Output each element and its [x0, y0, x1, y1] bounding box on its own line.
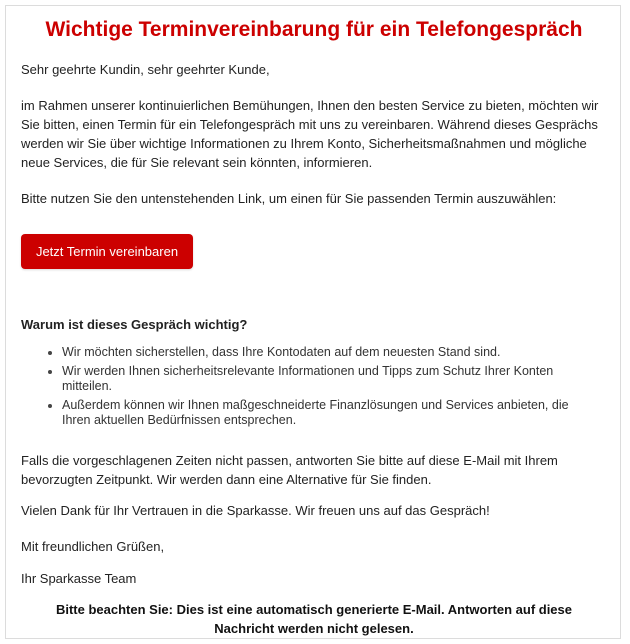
signature-text: Ihr Sparkasse Team	[21, 571, 137, 586]
reason-text: Außerdem können wir Ihnen maßgeschneiderte Finanzlösungen und Services anbieten, die Ihren aktuellen Bedürfnissen entsprechen.	[62, 398, 569, 427]
intro-paragraph: im Rahmen unserer kontinuierlichen Bemühungen, Ihnen den besten Service zu bieten, möchten wir Sie bitten, einen Termin für ein Telefongespräch mit uns zu vereinbaren. Während dieses Gesprächs werden wir Sie über wichtige Informationen zu Ihrem Konto, Sicherheitsmaßnahmen und mögliche neue Services, die für Sie relevant sein könnten, informieren.	[21, 98, 599, 170]
reason-text: Wir werden Ihnen sicherheitsrelevante Informationen und Tipps zum Schutz Ihrer Konten mitteilen.	[62, 364, 554, 393]
bullet-icon	[48, 370, 52, 374]
auto-generated-notice: Bitte beachten Sie: Dies ist eine automatisch generierte E-Mail. Antworten auf diese Nachricht werden nicht gelesen.	[55, 602, 573, 636]
list-item	[21, 345, 596, 360]
schedule-appointment-button[interactable]: Jetzt Termin vereinbaren	[21, 234, 193, 269]
bullet-icon	[48, 404, 52, 408]
closing-text: Mit freundlichen Grüßen,	[21, 539, 165, 554]
reason-text: Wir möchten sicherstellen, dass Ihre Kontodaten auf dem neuesten Stand sind.	[62, 345, 501, 359]
list-item	[21, 364, 596, 394]
email-title: Wichtige Terminvereinbarung für ein Telefongespräch	[45, 18, 583, 41]
email-body	[5, 5, 621, 639]
bullet-icon	[48, 351, 52, 355]
thanks-text: Vielen Dank für Ihr Vertrauen in die Sparkasse. Wir freuen uns auf das Gespräch!	[21, 503, 490, 518]
reasons-list	[21, 345, 596, 432]
why-heading: Warum ist dieses Gespräch wichtig?	[21, 317, 248, 332]
link-prompt-text: Bitte nutzen Sie den untenstehenden Link, um einen für Sie passenden Termin auszuwählen:	[21, 191, 557, 206]
alternative-paragraph: Falls die vorgeschlagenen Zeiten nicht passen, antworten Sie bitte auf diese E-Mail mit Ihrem bevorzugten Zeitpunkt. Wir werden dann eine Alternative für Sie finden.	[21, 453, 558, 487]
list-item	[21, 398, 596, 428]
greeting-text: Sehr geehrte Kundin, sehr geehrter Kunde,	[21, 62, 270, 77]
